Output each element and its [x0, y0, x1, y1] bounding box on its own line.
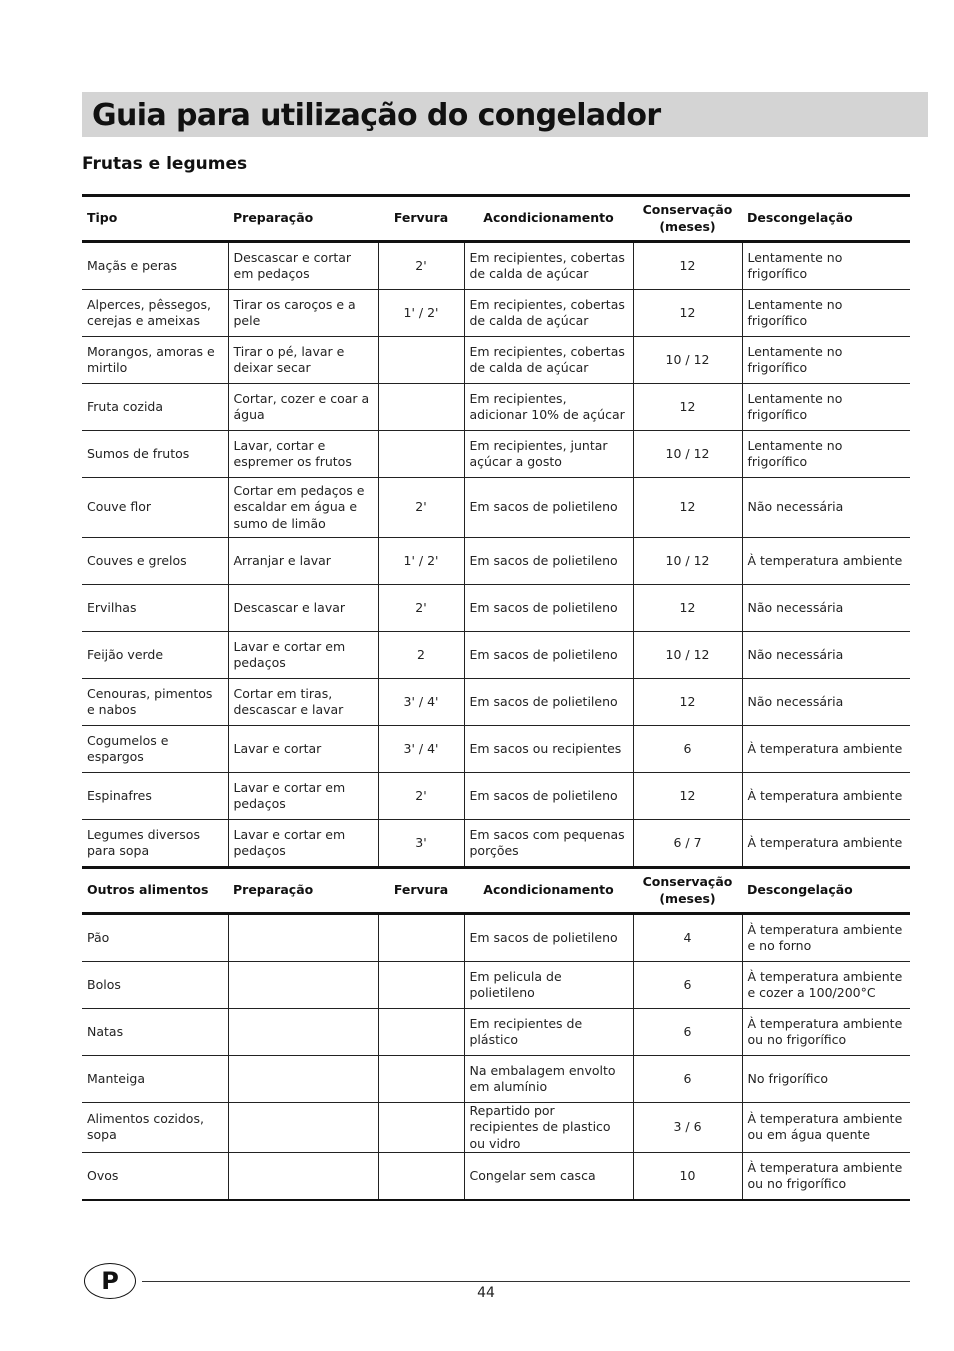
cell-storage-months: 12: [633, 290, 742, 337]
cell-thawing: Não necessária: [742, 585, 910, 632]
cell-type: Sumos de frutos: [82, 431, 228, 478]
title-bar: [82, 92, 928, 137]
cell-type: Cogumelos e espargos: [82, 726, 228, 773]
cell-preparation: [228, 1103, 378, 1153]
cell-packaging: Em sacos de polietileno: [464, 914, 633, 962]
cell-type: Bolos: [82, 962, 228, 1009]
cell-boiling: [378, 1152, 464, 1200]
cell-storage-months: 10 / 12: [633, 431, 742, 478]
cell-thawing: À temperatura ambiente e cozer a 100/200°C: [742, 962, 910, 1009]
cell-boiling: [378, 1009, 464, 1056]
page-title: Guia para utilização do congelador: [92, 98, 661, 133]
cell-storage-months: 12: [633, 242, 742, 290]
cell-type: Ovos: [82, 1152, 228, 1200]
cell-storage-months: 10 / 12: [633, 337, 742, 384]
table-row: [82, 585, 910, 632]
cell-packaging: Na embalagem envolto em alumínio: [464, 1056, 633, 1103]
cell-packaging: Em sacos de polietileno: [464, 538, 633, 585]
cell-thawing: Lentamente no frigorífico: [742, 431, 910, 478]
cell-thawing: À temperatura ambiente: [742, 820, 910, 868]
cell-boiling: 2': [378, 242, 464, 290]
section-subtitle: Frutas e legumes: [82, 154, 248, 174]
cell-packaging: Congelar sem casca: [464, 1152, 633, 1200]
footer-divider: [142, 1281, 910, 1282]
table-row: [82, 914, 910, 962]
cell-packaging: Em recipientes de plástico: [464, 1009, 633, 1056]
column-header-preparation: Preparação: [228, 868, 378, 914]
cell-boiling: [378, 337, 464, 384]
cell-packaging: Em sacos com pequenas porções: [464, 820, 633, 868]
cell-thawing: No frigorífico: [742, 1056, 910, 1103]
cell-storage-months: 12: [633, 478, 742, 538]
table-row: [82, 538, 910, 585]
cell-packaging: Em recipientes, cobertas de calda de açúcar: [464, 290, 633, 337]
column-header-thawing: Descongelação: [742, 196, 910, 242]
cell-thawing: À temperatura ambiente: [742, 538, 910, 585]
cell-thawing: À temperatura ambiente ou no frigorífico: [742, 1152, 910, 1200]
cell-boiling: [378, 914, 464, 962]
cell-packaging: Em recipientes, adicionar 10% de açúcar: [464, 384, 633, 431]
cell-preparation: [228, 914, 378, 962]
cell-type: Fruta cozida: [82, 384, 228, 431]
cell-packaging: Repartido por recipientes de plastico ou vidro: [464, 1103, 633, 1153]
cell-packaging: Em recipientes, juntar açúcar a gosto: [464, 431, 633, 478]
table-row: [82, 1103, 910, 1153]
cell-boiling: 2': [378, 773, 464, 820]
cell-storage-months: 6: [633, 1009, 742, 1056]
column-header-type: Outros alimentos: [82, 868, 228, 914]
column-header-type: Tipo: [82, 196, 228, 242]
table-row: [82, 962, 910, 1009]
cell-storage-months: 6 / 7: [633, 820, 742, 868]
table-row: [82, 726, 910, 773]
cell-thawing: Lentamente no frigorífico: [742, 290, 910, 337]
cell-boiling: 1' / 2': [378, 290, 464, 337]
cell-packaging: Em sacos de polietileno: [464, 679, 633, 726]
cell-thawing: Não necessária: [742, 632, 910, 679]
table-row: [82, 1009, 910, 1056]
column-header-packaging: Acondicionamento: [464, 196, 633, 242]
cell-preparation: Tirar o pé, lavar e deixar secar: [228, 337, 378, 384]
column-header-thawing: Descongelação: [742, 868, 910, 914]
cell-type: Manteiga: [82, 1056, 228, 1103]
cell-type: Alimentos cozidos, sopa: [82, 1103, 228, 1153]
column-header-storage-months: Conservação (meses): [633, 196, 742, 242]
table-row: [82, 773, 910, 820]
cell-storage-months: 6: [633, 1056, 742, 1103]
cell-boiling: 3' / 4': [378, 679, 464, 726]
cell-storage-months: 12: [633, 773, 742, 820]
cell-storage-months: 6: [633, 726, 742, 773]
table-row: [82, 820, 910, 868]
cell-storage-months: 6: [633, 962, 742, 1009]
table-row: [82, 1056, 910, 1103]
page-number: 44: [477, 1285, 495, 1301]
cell-thawing: À temperatura ambiente: [742, 773, 910, 820]
cell-boiling: 2': [378, 585, 464, 632]
cell-packaging: Em recipientes, cobertas de calda de açúcar: [464, 242, 633, 290]
cell-storage-months: 3 / 6: [633, 1103, 742, 1153]
cell-type: Couves e grelos: [82, 538, 228, 585]
cell-thawing: Não necessária: [742, 679, 910, 726]
column-header-preparation: Preparação: [228, 196, 378, 242]
table-row: [82, 431, 910, 478]
cell-boiling: [378, 962, 464, 1009]
table-header-row: [82, 868, 910, 914]
cell-boiling: 1' / 2': [378, 538, 464, 585]
cell-thawing: À temperatura ambiente: [742, 726, 910, 773]
cell-preparation: Lavar e cortar: [228, 726, 378, 773]
cell-packaging: Em pelicula de polietileno: [464, 962, 633, 1009]
cell-packaging: Em recipientes, cobertas de calda de açúcar: [464, 337, 633, 384]
table-row: [82, 478, 910, 538]
cell-preparation: Lavar, cortar e espremer os frutos: [228, 431, 378, 478]
cell-type: Legumes diversos para sopa: [82, 820, 228, 868]
cell-type: Morangos, amoras e mirtilo: [82, 337, 228, 384]
cell-boiling: 2': [378, 478, 464, 538]
cell-preparation: Lavar e cortar em pedaços: [228, 820, 378, 868]
table-row: [82, 1152, 910, 1200]
table-row: [82, 632, 910, 679]
table-row: [82, 290, 910, 337]
cell-preparation: [228, 1152, 378, 1200]
cell-preparation: Cortar em tiras, descascar e lavar: [228, 679, 378, 726]
column-header-boiling: Fervura: [378, 868, 464, 914]
cell-storage-months: 4: [633, 914, 742, 962]
cell-thawing: À temperatura ambiente e no forno: [742, 914, 910, 962]
cell-type: Cenouras, pimentos e nabos: [82, 679, 228, 726]
cell-thawing: Lentamente no frigorífico: [742, 384, 910, 431]
cell-type: Ervilhas: [82, 585, 228, 632]
table-row: [82, 337, 910, 384]
cell-boiling: [378, 431, 464, 478]
cell-boiling: [378, 384, 464, 431]
cell-preparation: [228, 1056, 378, 1103]
cell-packaging: Em sacos de polietileno: [464, 773, 633, 820]
cell-storage-months: 12: [633, 384, 742, 431]
cell-preparation: Lavar e cortar em pedaços: [228, 773, 378, 820]
freezer-guide-table: [82, 194, 910, 1201]
cell-preparation: Cortar em pedaços e escaldar em água e sumo de limão: [228, 478, 378, 538]
cell-thawing: Lentamente no frigorífico: [742, 242, 910, 290]
table-row: [82, 384, 910, 431]
cell-thawing: À temperatura ambiente ou em água quente: [742, 1103, 910, 1153]
cell-storage-months: 10: [633, 1152, 742, 1200]
cell-type: Pão: [82, 914, 228, 962]
cell-thawing: À temperatura ambiente ou no frigorífico: [742, 1009, 910, 1056]
cell-packaging: Em sacos ou recipientes: [464, 726, 633, 773]
table-row: [82, 242, 910, 290]
cell-packaging: Em sacos de polietileno: [464, 632, 633, 679]
cell-boiling: 3': [378, 820, 464, 868]
cell-thawing: Não necessária: [742, 478, 910, 538]
cell-preparation: Tirar os caroços e a pele: [228, 290, 378, 337]
cell-preparation: [228, 962, 378, 1009]
cell-boiling: [378, 1056, 464, 1103]
cell-preparation: Descascar e cortar em pedaços: [228, 242, 378, 290]
cell-type: Feijão verde: [82, 632, 228, 679]
cell-storage-months: 12: [633, 585, 742, 632]
cell-preparation: Descascar e lavar: [228, 585, 378, 632]
table-header-row: [82, 196, 910, 242]
cell-boiling: [378, 1103, 464, 1153]
cell-type: Alperces, pêssegos, cerejas e ameixas: [82, 290, 228, 337]
cell-packaging: Em sacos de polietileno: [464, 478, 633, 538]
cell-type: Natas: [82, 1009, 228, 1056]
language-badge: P: [84, 1263, 136, 1299]
column-header-storage-months: Conservação (meses): [633, 868, 742, 914]
table-row: [82, 679, 910, 726]
cell-packaging: Em sacos de polietileno: [464, 585, 633, 632]
cell-boiling: 2: [378, 632, 464, 679]
cell-storage-months: 10 / 12: [633, 538, 742, 585]
column-header-packaging: Acondicionamento: [464, 868, 633, 914]
cell-preparation: Cortar, cozer e coar a água: [228, 384, 378, 431]
cell-storage-months: 10 / 12: [633, 632, 742, 679]
cell-type: Couve flor: [82, 478, 228, 538]
cell-preparation: Lavar e cortar em pedaços: [228, 632, 378, 679]
cell-boiling: 3' / 4': [378, 726, 464, 773]
column-header-boiling: Fervura: [378, 196, 464, 242]
cell-type: Espinafres: [82, 773, 228, 820]
cell-storage-months: 12: [633, 679, 742, 726]
cell-type: Maçãs e peras: [82, 242, 228, 290]
cell-thawing: Lentamente no frigorífico: [742, 337, 910, 384]
cell-preparation: [228, 1009, 378, 1056]
cell-preparation: Arranjar e lavar: [228, 538, 378, 585]
